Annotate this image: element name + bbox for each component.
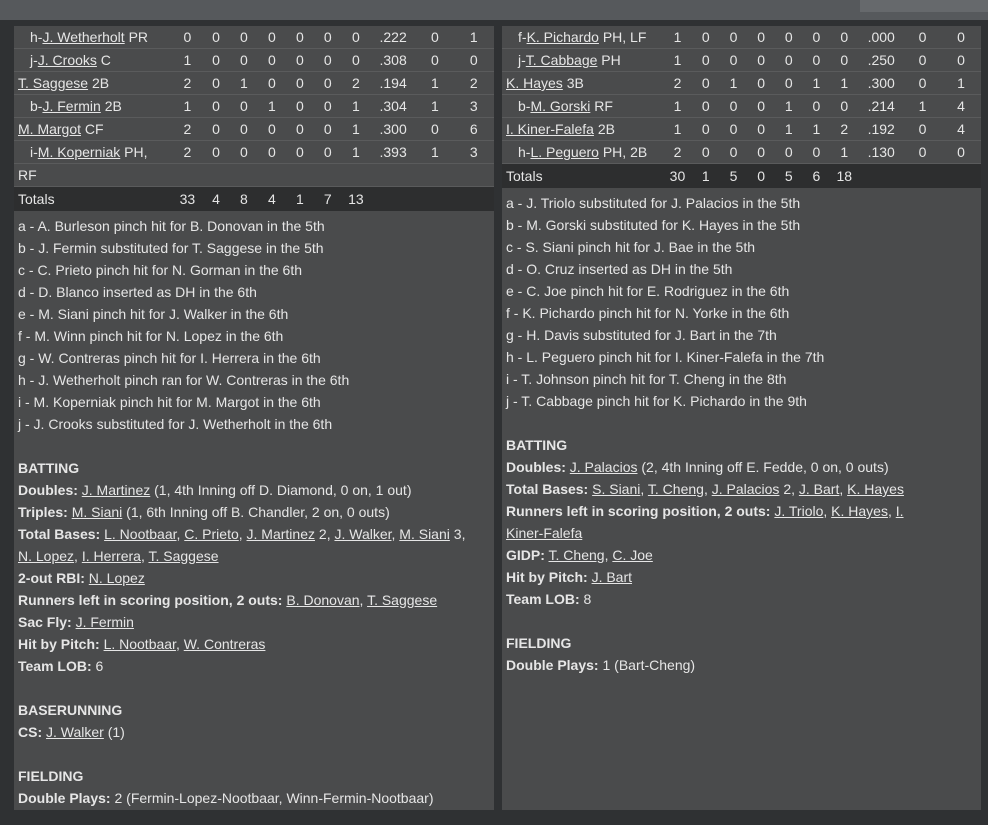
batting-table bbox=[14, 26, 494, 211]
home-box-score-panel bbox=[502, 26, 981, 810]
player-cell bbox=[14, 49, 173, 72]
player-link[interactable]: M. Gorski bbox=[530, 98, 591, 114]
stat-cell: 1 bbox=[663, 95, 692, 118]
totals-label: Totals bbox=[14, 187, 173, 212]
sac-fly-line: Sac Fly: J. Fermin bbox=[18, 614, 134, 630]
player-link[interactable]: Kiner-Falefa bbox=[506, 525, 583, 541]
totals-k: 7 bbox=[314, 187, 342, 212]
stat-cell: 1 bbox=[173, 49, 202, 72]
stat-cell: 0 bbox=[747, 26, 775, 49]
stat-cell: 0 bbox=[692, 118, 720, 141]
risp-line: Runners left in scoring position, 2 outs: J. Triolo, K. Hayes, I. bbox=[506, 503, 904, 519]
player-link[interactable]: S. Siani bbox=[592, 481, 641, 497]
stat-cell: 0 bbox=[830, 95, 858, 118]
stat-cell: 1 bbox=[663, 49, 692, 72]
sub-note: b - J. Fermin substituted for T. Saggese in the 5th bbox=[18, 240, 324, 256]
stat-cell: 0 bbox=[941, 141, 981, 164]
sub-note: i - T. Johnson pinch hit for T. Cheng in the 8th bbox=[506, 371, 787, 387]
stat-cell: 0 bbox=[692, 72, 720, 95]
player-position: PR bbox=[128, 29, 149, 45]
totals-rbi: 0 bbox=[747, 164, 775, 189]
player-row bbox=[502, 141, 981, 164]
stat-cell: 1 bbox=[720, 72, 748, 95]
sub-prefix: j- bbox=[30, 52, 38, 68]
player-cell bbox=[502, 72, 663, 95]
sub-note: g - H. Davis substituted for J. Bart in the 7th bbox=[506, 327, 777, 343]
player-link[interactable]: I. Kiner-Falefa bbox=[506, 121, 594, 137]
stat-cell: 1 bbox=[803, 118, 831, 141]
stat-cell: 0 bbox=[173, 26, 202, 49]
totals-h: 5 bbox=[720, 164, 748, 189]
stat-cell: 0 bbox=[692, 141, 720, 164]
stat-cell: 0 bbox=[230, 95, 258, 118]
stat-cell: 2 bbox=[454, 72, 494, 95]
stat-cell: .214 bbox=[858, 95, 904, 118]
stat-cell: 0 bbox=[258, 26, 286, 49]
stat-cell: 4 bbox=[941, 95, 981, 118]
two-out-rbi-line: 2-out RBI: N. Lopez bbox=[18, 570, 145, 586]
player-link[interactable]: J. Fermin bbox=[42, 98, 101, 114]
player-link[interactable]: J. Walker bbox=[46, 724, 104, 740]
stat-cell: .304 bbox=[370, 95, 416, 118]
totals-row bbox=[14, 187, 494, 212]
stat-cell: 0 bbox=[692, 26, 720, 49]
player-position: PH bbox=[601, 52, 621, 68]
stat-cell: 0 bbox=[286, 141, 314, 164]
totals-label: Totals bbox=[502, 164, 663, 189]
player-link[interactable]: J. Bart bbox=[591, 569, 633, 585]
batting-header: BATTING bbox=[18, 460, 80, 476]
stat-cell: 0 bbox=[747, 141, 775, 164]
stat-cell: 1 bbox=[803, 72, 831, 95]
stat-cell: 0 bbox=[803, 95, 831, 118]
sub-note: g - W. Contreras pinch hit for I. Herrera in the 6th bbox=[18, 350, 321, 366]
stat-cell: 0 bbox=[747, 49, 775, 72]
stat-cell: 1 bbox=[416, 72, 453, 95]
stat-cell: 3 bbox=[454, 141, 494, 164]
player-link[interactable]: I. bbox=[895, 503, 904, 519]
total-bases-line: Total Bases: S. Siani, T. Cheng, J. Palacios 2, J. Bart, K. Hayes bbox=[506, 481, 904, 497]
fielding-header: FIELDING bbox=[18, 768, 84, 784]
sub-note: e - C. Joe pinch hit for E. Rodriguez in the 6th bbox=[506, 283, 790, 299]
player-link[interactable]: J. Fermin bbox=[75, 614, 134, 630]
sub-note: d - D. Blanco inserted as DH in the 6th bbox=[18, 284, 257, 300]
stat-cell: 3 bbox=[454, 95, 494, 118]
stat-cell: .300 bbox=[370, 118, 416, 141]
player-row bbox=[14, 141, 494, 164]
doubles-line: Doubles: J. Palacios (2, 4th Inning off E. Fedde, 0 on, 0 outs) bbox=[506, 459, 889, 475]
sub-note: j - T. Cabbage pinch hit for K. Pichardo in the 9th bbox=[506, 393, 807, 409]
player-link[interactable]: K. Hayes bbox=[506, 75, 563, 91]
player-link[interactable]: J. Martinez bbox=[246, 526, 315, 542]
stat-cell: 1 bbox=[342, 118, 370, 141]
player-cell bbox=[502, 49, 663, 72]
totals-bb: 1 bbox=[286, 187, 314, 212]
stat-cell: 0 bbox=[286, 72, 314, 95]
team-lob-line: Team LOB: 8 bbox=[506, 591, 592, 607]
sub-note: a - A. Burleson pinch hit for B. Donovan in the 5th bbox=[18, 218, 325, 234]
stat-cell: 1 bbox=[830, 72, 858, 95]
stat-cell: 0 bbox=[202, 26, 230, 49]
game-notes bbox=[14, 211, 494, 809]
player-link[interactable]: T. Cheng bbox=[647, 481, 704, 497]
player-link[interactable]: J. Crooks bbox=[37, 52, 97, 68]
player-link[interactable]: M. Margot bbox=[18, 121, 82, 137]
stat-cell: 0 bbox=[904, 141, 941, 164]
player-link[interactable]: C. Prieto bbox=[184, 526, 239, 542]
player-position: 3B bbox=[566, 75, 584, 91]
sub-note: h - L. Peguero pinch hit for I. Kiner-Falefa in the 7th bbox=[506, 349, 825, 365]
player-link[interactable]: N. Lopez bbox=[88, 570, 145, 586]
stat-cell: 0 bbox=[314, 72, 342, 95]
player-cell bbox=[14, 95, 173, 118]
stat-cell: 0 bbox=[720, 141, 748, 164]
sub-note: d - O. Cruz inserted as DH in the 5th bbox=[506, 261, 733, 277]
stat-cell: .194 bbox=[370, 72, 416, 95]
sub-prefix: i- bbox=[30, 144, 38, 160]
stat-cell: 0 bbox=[692, 95, 720, 118]
stat-cell: 0 bbox=[775, 26, 803, 49]
stat-cell: 0 bbox=[258, 118, 286, 141]
top-bar bbox=[0, 0, 988, 20]
totals-r: 4 bbox=[202, 187, 230, 212]
fielding-header: FIELDING bbox=[506, 635, 572, 651]
player-row bbox=[502, 26, 981, 49]
stat-cell: 0 bbox=[230, 141, 258, 164]
player-link[interactable]: B. Donovan bbox=[286, 592, 360, 608]
stat-cell: 0 bbox=[941, 49, 981, 72]
stat-cell: 0 bbox=[720, 95, 748, 118]
stat-cell: 0 bbox=[416, 26, 453, 49]
total-bases-line: Total Bases: L. Nootbaar, C. Prieto, J. Martinez 2, J. Walker, M. Siani 3, bbox=[18, 526, 466, 542]
player-link[interactable]: J. Martinez bbox=[81, 482, 151, 498]
player-link[interactable]: T. Saggese bbox=[148, 548, 219, 564]
player-cell bbox=[502, 26, 663, 49]
stat-cell: 0 bbox=[941, 26, 981, 49]
stat-cell: 0 bbox=[314, 95, 342, 118]
baserunning-header: BASERUNNING bbox=[18, 702, 123, 718]
stat-cell: 0 bbox=[314, 49, 342, 72]
player-link[interactable]: K. Hayes bbox=[831, 503, 888, 519]
stat-cell: 0 bbox=[230, 49, 258, 72]
top-tab[interactable] bbox=[860, 0, 988, 12]
totals-ab: 33 bbox=[173, 187, 202, 212]
stat-cell: 0 bbox=[775, 72, 803, 95]
sub-prefix: h- bbox=[30, 29, 43, 45]
stat-cell: 0 bbox=[775, 49, 803, 72]
stat-cell: 1 bbox=[342, 141, 370, 164]
stat-cell: 2 bbox=[663, 141, 692, 164]
stat-cell: 0 bbox=[230, 26, 258, 49]
stat-cell: .393 bbox=[370, 141, 416, 164]
stat-cell: 1 bbox=[173, 95, 202, 118]
stat-cell: 0 bbox=[258, 49, 286, 72]
stat-cell: 0 bbox=[720, 26, 748, 49]
stat-cell: 0 bbox=[803, 141, 831, 164]
stat-cell: 0 bbox=[202, 141, 230, 164]
player-link[interactable]: K. Pichardo bbox=[526, 29, 599, 45]
stat-cell: 1 bbox=[830, 141, 858, 164]
risp-line: Runners left in scoring position, 2 outs: B. Donovan, T. Saggese bbox=[18, 592, 438, 608]
total-bases-line-cont: N. Lopez, I. Herrera, T. Saggese bbox=[18, 548, 219, 564]
stat-cell: 0 bbox=[454, 49, 494, 72]
stat-cell: .308 bbox=[370, 49, 416, 72]
player-cell bbox=[502, 118, 663, 141]
stat-cell: 1 bbox=[904, 95, 941, 118]
stat-cell: .250 bbox=[858, 49, 904, 72]
stat-cell: 1 bbox=[663, 26, 692, 49]
player-link[interactable]: L. Peguero bbox=[530, 144, 599, 160]
stat-cell: .130 bbox=[858, 141, 904, 164]
stat-cell: 0 bbox=[747, 95, 775, 118]
player-link[interactable]: W. Contreras bbox=[183, 636, 266, 652]
batting-header: BATTING bbox=[506, 437, 568, 453]
player-cell bbox=[502, 141, 663, 164]
totals-lob: 13 bbox=[342, 187, 370, 212]
sub-prefix: b- bbox=[30, 98, 43, 114]
player-link[interactable]: J. Palacios bbox=[569, 459, 638, 475]
player-position: C bbox=[100, 52, 111, 68]
stat-cell: 0 bbox=[830, 26, 858, 49]
cs-line: CS: J. Walker (1) bbox=[18, 724, 125, 740]
stat-cell: 0 bbox=[904, 72, 941, 95]
stat-cell: .222 bbox=[370, 26, 416, 49]
player-row bbox=[502, 95, 981, 118]
risp-line-cont bbox=[506, 522, 981, 544]
player-cell bbox=[502, 95, 663, 118]
player-link[interactable]: L. Nootbaar bbox=[103, 636, 176, 652]
player-link[interactable]: C. Joe bbox=[612, 547, 653, 563]
batting-table bbox=[502, 26, 981, 188]
player-link[interactable]: J. Palacios bbox=[711, 481, 780, 497]
stat-cell: 0 bbox=[314, 26, 342, 49]
sub-note: b - M. Gorski substituted for K. Hayes in the 5th bbox=[506, 217, 801, 233]
sub-prefix: j- bbox=[518, 52, 526, 68]
totals-bb: 5 bbox=[775, 164, 803, 189]
stat-cell: 1 bbox=[775, 118, 803, 141]
player-link[interactable]: J. Wetherholt bbox=[42, 29, 125, 45]
stat-cell: 0 bbox=[342, 26, 370, 49]
player-position: 2B bbox=[91, 75, 110, 91]
stat-cell: 0 bbox=[747, 118, 775, 141]
stat-cell: 0 bbox=[286, 118, 314, 141]
away-box-score-panel bbox=[14, 26, 494, 810]
player-link[interactable]: M. Koperniak bbox=[37, 144, 121, 160]
stat-cell: 0 bbox=[342, 49, 370, 72]
stat-cell: 2 bbox=[173, 118, 202, 141]
double-plays-line: Double Plays: 1 (Bart-Cheng) bbox=[506, 657, 696, 673]
stat-cell: 1 bbox=[258, 95, 286, 118]
totals-h: 8 bbox=[230, 187, 258, 212]
stat-cell: 1 bbox=[663, 118, 692, 141]
sub-note: e - M. Siani pinch hit for J. Walker in the 6th bbox=[18, 306, 289, 322]
stat-cell: 1 bbox=[416, 95, 453, 118]
totals-ab: 30 bbox=[663, 164, 692, 189]
stat-cell: 0 bbox=[258, 141, 286, 164]
stat-cell: 0 bbox=[286, 49, 314, 72]
player-position: PH, 2B bbox=[602, 144, 648, 160]
player-link[interactable]: I. Herrera bbox=[81, 548, 141, 564]
stat-cell: 2 bbox=[663, 72, 692, 95]
player-link[interactable]: J. Walker bbox=[334, 526, 392, 542]
stat-cell: 2 bbox=[173, 72, 202, 95]
player-link[interactable]: L. Nootbaar bbox=[104, 526, 177, 542]
sub-note: a - J. Triolo substituted for J. Palacios in the 5th bbox=[506, 195, 801, 211]
player-row-cont bbox=[14, 164, 494, 187]
player-position: 2B bbox=[104, 98, 122, 114]
stat-cell: 0 bbox=[830, 49, 858, 72]
stat-cell: 0 bbox=[202, 95, 230, 118]
stat-cell: 2 bbox=[830, 118, 858, 141]
stat-cell: 0 bbox=[416, 49, 453, 72]
totals-rbi: 4 bbox=[258, 187, 286, 212]
player-row bbox=[14, 26, 494, 49]
stat-cell: .300 bbox=[858, 72, 904, 95]
stat-cell: 2 bbox=[173, 141, 202, 164]
stat-cell: 0 bbox=[747, 72, 775, 95]
hbp-line: Hit by Pitch: L. Nootbaar, W. Contreras bbox=[18, 636, 266, 652]
player-cell bbox=[14, 72, 173, 95]
double-plays-line: Double Plays: 2 (Fermin-Lopez-Nootbaar, Winn-Fermin-Nootbaar) bbox=[18, 790, 434, 806]
stat-cell: 0 bbox=[286, 95, 314, 118]
stat-cell: 0 bbox=[720, 118, 748, 141]
stat-cell: 0 bbox=[314, 118, 342, 141]
player-link[interactable]: T. Saggese bbox=[18, 75, 89, 91]
stat-cell: 1 bbox=[230, 72, 258, 95]
totals-row bbox=[502, 164, 981, 189]
sub-note: i - M. Koperniak pinch hit for M. Margot in the 6th bbox=[18, 394, 321, 410]
player-link[interactable]: T. Saggese bbox=[367, 592, 438, 608]
stat-cell: 1 bbox=[416, 141, 453, 164]
team-lob-line: Team LOB: 6 bbox=[18, 658, 104, 674]
player-cell bbox=[14, 141, 173, 164]
doubles-line: Doubles: J. Martinez (1, 4th Inning off D. Diamond, 0 on, 1 out) bbox=[18, 482, 412, 498]
stat-cell: 0 bbox=[258, 72, 286, 95]
triples-line: Triples: M. Siani (1, 6th Inning off B. Chandler, 2 on, 0 outs) bbox=[18, 504, 390, 520]
stat-cell: 1 bbox=[941, 72, 981, 95]
gidp-line: GIDP: T. Cheng, C. Joe bbox=[506, 547, 653, 563]
stat-cell: 0 bbox=[803, 49, 831, 72]
player-row bbox=[502, 118, 981, 141]
player-row bbox=[14, 72, 494, 95]
stat-cell: 0 bbox=[202, 49, 230, 72]
stat-cell: 0 bbox=[803, 26, 831, 49]
player-link[interactable]: M. Siani bbox=[71, 504, 123, 520]
stat-cell: 0 bbox=[314, 141, 342, 164]
stat-cell: 1 bbox=[342, 95, 370, 118]
stat-cell: .192 bbox=[858, 118, 904, 141]
stat-cell: 1 bbox=[454, 26, 494, 49]
sub-note: f - K. Pichardo pinch hit for N. Yorke in the 6th bbox=[506, 305, 790, 321]
player-cell bbox=[14, 118, 173, 141]
player-row bbox=[14, 95, 494, 118]
stat-cell: .000 bbox=[858, 26, 904, 49]
stat-cell: 0 bbox=[904, 118, 941, 141]
sub-prefix: f- bbox=[518, 29, 527, 45]
sub-prefix: b- bbox=[518, 98, 531, 114]
stat-cell: 0 bbox=[692, 49, 720, 72]
stat-cell: 0 bbox=[230, 118, 258, 141]
hbp-line: Hit by Pitch: J. Bart bbox=[506, 569, 633, 585]
stat-cell: 1 bbox=[775, 95, 803, 118]
stat-cell: 0 bbox=[416, 118, 453, 141]
totals-k: 6 bbox=[803, 164, 831, 189]
stat-cell: 0 bbox=[286, 26, 314, 49]
stat-cell: 0 bbox=[202, 72, 230, 95]
sub-note: c - S. Siani pinch hit for J. Bae in the 5th bbox=[506, 239, 756, 255]
player-link[interactable]: T. Cheng bbox=[548, 547, 605, 563]
player-link[interactable]: N. Lopez bbox=[18, 548, 75, 564]
player-row bbox=[502, 72, 981, 95]
player-row bbox=[14, 118, 494, 141]
player-position-cont: RF bbox=[14, 164, 494, 187]
stat-cell: 2 bbox=[342, 72, 370, 95]
stat-cell: 0 bbox=[202, 118, 230, 141]
player-position: PH, bbox=[124, 144, 148, 160]
sub-prefix: h- bbox=[518, 144, 531, 160]
player-row bbox=[14, 49, 494, 72]
player-position: PH, LF bbox=[602, 29, 647, 45]
player-position: 2B bbox=[597, 121, 615, 137]
player-link[interactable]: K. Hayes bbox=[847, 481, 904, 497]
player-link[interactable]: T. Cabbage bbox=[525, 52, 598, 68]
stat-cell: 0 bbox=[720, 49, 748, 72]
game-notes bbox=[502, 188, 981, 676]
player-position: CF bbox=[84, 121, 104, 137]
stat-cell: 0 bbox=[904, 49, 941, 72]
player-position: RF bbox=[594, 98, 613, 114]
player-link[interactable]: J. Triolo bbox=[774, 503, 824, 519]
sub-note: f - M. Winn pinch hit for N. Lopez in the 6th bbox=[18, 328, 284, 344]
sub-note: j - J. Crooks substituted for J. Wetherholt in the 6th bbox=[18, 416, 333, 432]
totals-r: 1 bbox=[692, 164, 720, 189]
sub-note: c - C. Prieto pinch hit for N. Gorman in the 6th bbox=[18, 262, 303, 278]
player-row bbox=[502, 49, 981, 72]
stat-cell: 4 bbox=[941, 118, 981, 141]
totals-lob: 18 bbox=[830, 164, 858, 189]
stat-cell: 0 bbox=[904, 26, 941, 49]
stat-cell: 6 bbox=[454, 118, 494, 141]
stat-cell: 0 bbox=[775, 141, 803, 164]
player-link[interactable]: J. Bart bbox=[798, 481, 840, 497]
player-link[interactable]: M. Siani bbox=[399, 526, 450, 542]
player-cell bbox=[14, 26, 173, 49]
sub-note: h - J. Wetherholt pinch ran for W. Contreras in the 6th bbox=[18, 372, 350, 388]
